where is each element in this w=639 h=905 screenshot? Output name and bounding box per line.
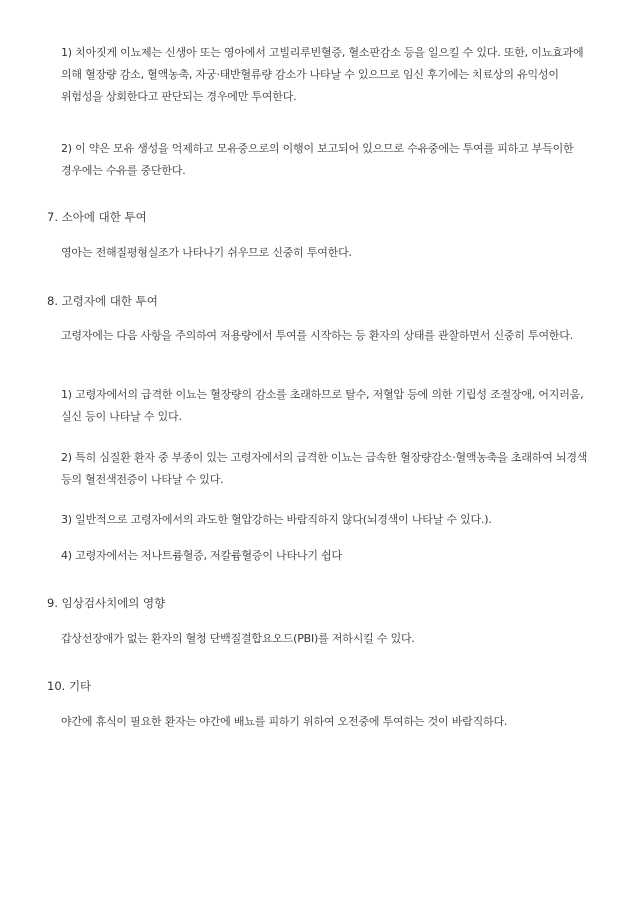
section6-item1: 1) 치아짓게 이뇨제는 신생아 또는 영아에서 고빌리루빈혈증, 혈소판감소 등을 일으킬 수 있다. 또한, 이뇨효과에 의해 혈장량 감소, 혈액농축, 자궁·태반혈류량 감소가 나타날 수 있으므로 임신 후기에는 치료상의 유익성이 위험성을 상회한다고 판단되는 경우에만 투여한다.: [61, 46, 584, 103]
section7-body: 영아는 전해질평형실조가 나타나기 쉬우므로 신중히 투여한다.: [61, 246, 352, 259]
section8-intro: 고령자에는 다음 사항을 주의하여 저용량에서 투여를 시작하는 등 환자의 상태를 관찰하면서 신중히 투여한다.: [61, 329, 574, 342]
section8-item2: 2) 특히 심질환 환자 중 부종이 있는 고령자에서의 급격한 이뇨는 급속한 혈장량감소·혈액농축을 초래하여 뇌경색 등의 혈전색전증이 나타날 수 있다.: [61, 451, 588, 486]
section9-heading: 9. 임상검사치에의 영향: [47, 596, 166, 610]
section6-item2: 2) 이 약은 모유 생성을 억제하고 모유중으로의 이행이 보고되어 있으므로 수유중에는 투여를 피하고 부득이한 경우에는 수유를 중단한다.: [61, 142, 574, 177]
section8-item4: 4) 고령자에서는 저나트륨혈증, 저칼륨혈증이 나타나기 쉽다: [61, 549, 342, 562]
section7-heading: 7. 소아에 대한 투여: [47, 210, 147, 224]
section9-body: 갑상선장애가 없는 환자의 혈청 단백질결합요오드(PBI)를 저하시킬 수 있다.: [61, 632, 415, 645]
section8-item3: 3) 일반적으로 고령자에서의 과도한 혈압강하는 바람직하지 않다(뇌경색이 나타날 수 있다.).: [61, 513, 492, 526]
section10-body: 야간에 휴식이 필요한 환자는 야간에 배뇨를 피하기 위하여 오전중에 투여하는 것이 바람직하다.: [61, 715, 508, 728]
section10-heading: 10. 기타: [47, 679, 92, 693]
section8-item1: 1) 고령자에서의 급격한 이뇨는 혈장량의 감소를 초래하므로 탈수, 저혈압 등에 의한 기립성 조절장애, 어지러움, 실신 등이 나타날 수 있다.: [61, 388, 584, 423]
section8-heading: 8. 고령자에 대한 투여: [47, 294, 158, 308]
